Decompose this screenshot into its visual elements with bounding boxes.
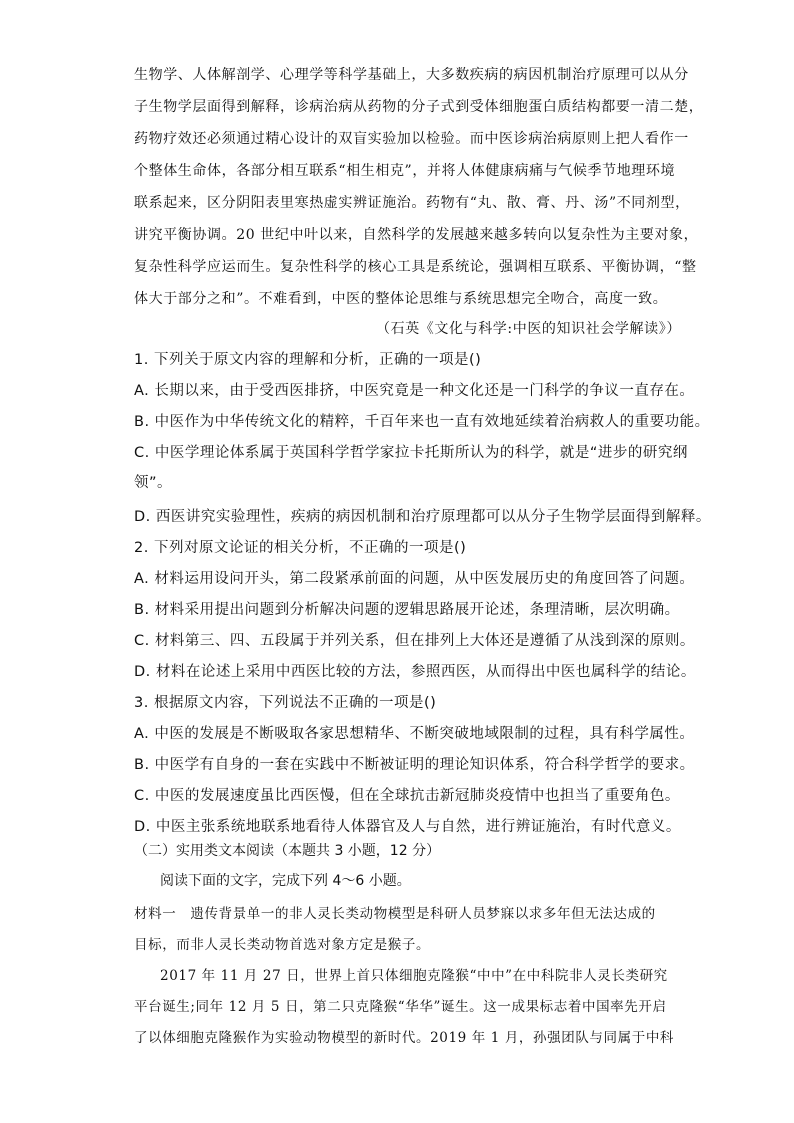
question-stem: 2. 下列对原文论证的相关分析，不正确的一项是() — [134, 540, 467, 556]
question-stem: 1. 下列关于原文内容的理解和分析，正确的一项是() — [134, 352, 482, 368]
question-option: C. 材料第三、四、五段属于并列关系，但在排列上大体还是遵循了从浅到深的原则。 — [134, 633, 695, 649]
question-option: A. 材料运用设问开头，第二段紧承前面的问题，从中医发展历史的角度回答了问题。 — [134, 571, 695, 587]
material-line: 材料一 遗传背景单一的非人灵长类动物模型是科研人员梦寐以求多年但无法达成的 — [134, 906, 656, 922]
material-line: 2017 年 11 月 27 日，世界上首只体细胞克隆猴“中中”在中科院非人灵长类研究 — [160, 968, 668, 984]
material-line: 了以体细胞克隆猴作为实验动物模型的新时代。2019 年 1 月，孙强团队与同属于中科 — [134, 1030, 675, 1046]
question-option: B. 中医作为中华传统文化的精粹，千百年来也一直有效地延续着治病救人的重要功能。 — [134, 414, 710, 430]
passage-line: 个整体生命体，各部分相互联系“相生相克”，并将人体健康病痛与气候季节地理环境 — [134, 163, 676, 179]
question-option: A. 长期以来，由于受西医排挤，中医究竟是一种文化还是一门科学的争议一直存在。 — [134, 383, 695, 399]
material-line: 目标，而非人灵长类动物首选对象方定是猴子。 — [134, 937, 431, 953]
question-option: B. 中医学有自身的一套在实践中不断被证明的理论知识体系，符合科学哲学的要求。 — [134, 757, 695, 773]
question-option: D. 材料在论述上采用中西医比较的方法，参照西医，从而得出中医也属科学的结论。 — [134, 664, 696, 680]
question-option: C. 中医学理论体系属于英国科学哲学家拉卡托斯所认为的科学，就是“进步的研究纲 — [134, 445, 688, 461]
question-option: C. 中医的发展速度虽比西医慢，但在全球抗击新冠肺炎疫情中也担当了重要角色。 — [134, 788, 680, 804]
passage-line: 生物学、人体解剖学、心理学等科学基础上，大多数疾病的病因机制治疗原理可以从分 — [134, 67, 689, 83]
passage-line: 讲究平衡协调。20 世纪中叶以来，自然科学的发展越来越多转向以复杂性为主要对象， — [134, 227, 699, 243]
passage-line: 药物疗效还必须通过精心设计的双盲实验加以检验。而中医诊病治病原则上把人看作一 — [134, 131, 689, 147]
material-line: 平台诞生;同年 12 月 5 日，第二只克隆猴“华华”诞生。这一成果标志着中国率先开启 — [134, 999, 667, 1015]
question-option-continued: 领”。 — [134, 475, 173, 491]
question-option: B. 材料采用提出问题到分析解决问题的逻辑思路展开论述，条理清晰，层次明确。 — [134, 602, 680, 618]
passage-line: 体大于部分之和”。不难看到，中医的整体论思维与系统思想完全吻合，高度一致。 — [134, 291, 668, 307]
passage-line: 复杂性科学应运而生。复杂性科学的核心工具是系统论，强调相互联系、平衡协调，“整 — [134, 259, 697, 275]
question-option: D. 中医主张系统地联系地看待人体器官及人与自然，进行辨证施治，有时代意义。 — [134, 819, 681, 835]
reading-instruction: 阅读下面的文字，完成下列 4～6 小题。 — [160, 873, 411, 889]
passage-line: 联系起来，区分阴阳表里寒热虚实辨证施治。药物有“丸、散、膏、丹、汤”不同剂型， — [134, 195, 690, 211]
passage-line: 子生物学层面得到解释，诊病治病从药物的分子式到受体细胞蛋白质结构都要一清二楚， — [134, 99, 704, 115]
question-option: A. 中医的发展是不断吸取各家思想精华、不断突破地域限制的过程，具有科学属性。 — [134, 726, 695, 742]
section-heading: （二）实用类文本阅读（本题共 3 小题，12 分） — [134, 843, 441, 859]
question-stem: 3. 根据原文内容，下列说法不正确的一项是() — [134, 695, 437, 711]
question-option: D. 西医讲究实验理性，疾病的病因机制和治疗原理都可以从分子生物学层面得到解释。 — [134, 509, 711, 525]
source-citation: （石英《文化与科学:中医的知识社会学解读》） — [376, 321, 681, 337]
